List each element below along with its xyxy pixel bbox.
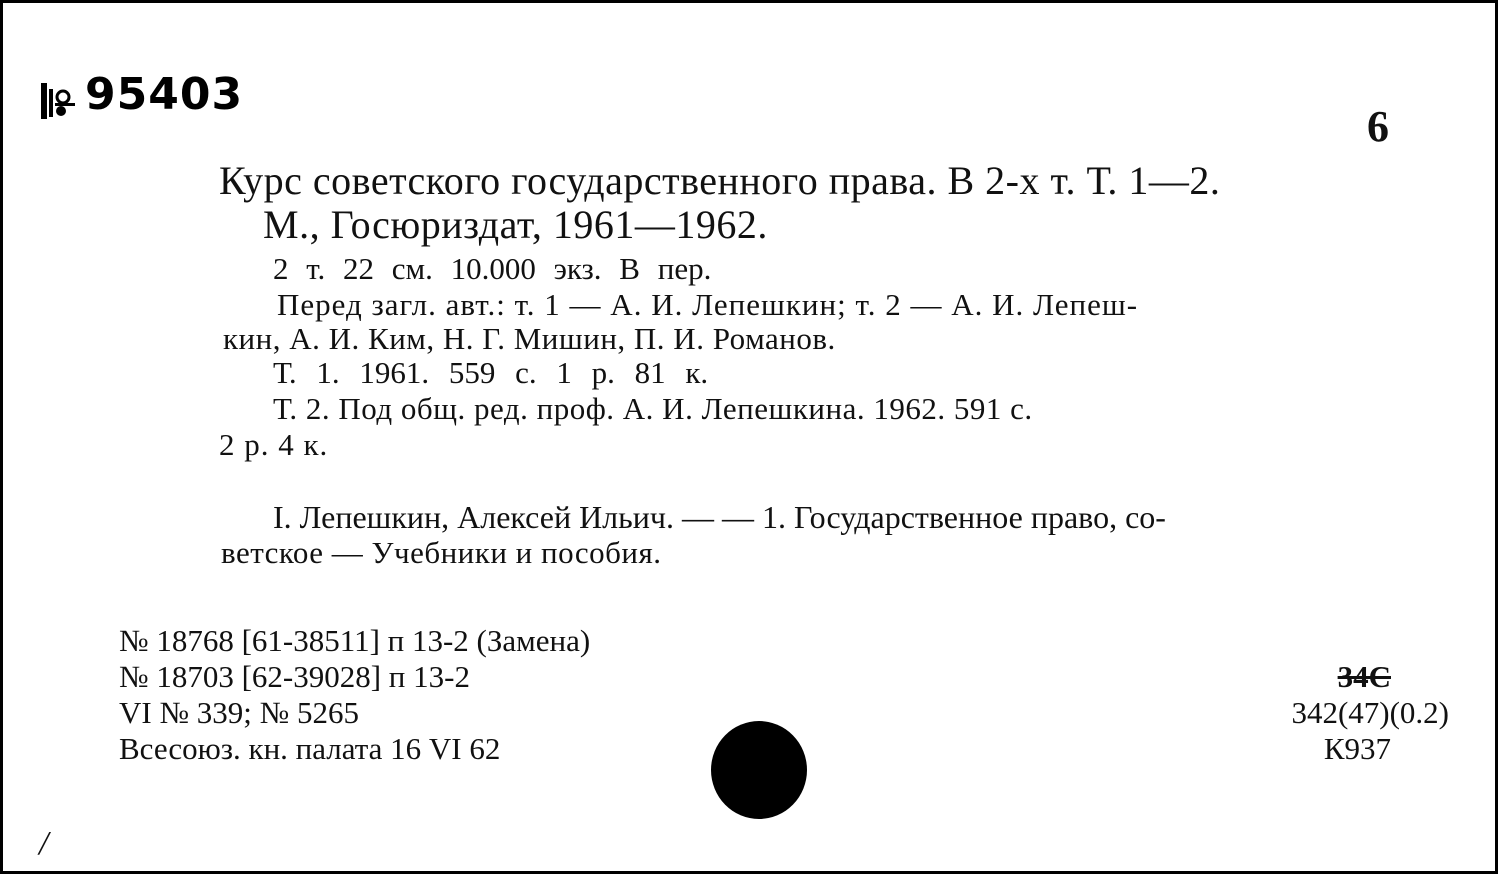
volume-1-note: Т. 1. 1961. 559 с. 1 р. 81 к. [273,355,709,390]
footer-record-1: № 18768 [61-38511] п 13-2 (Замена) [119,623,591,658]
footer-record-3: VI № 339; № 5265 [119,695,359,730]
footer-chamber-date: Всесоюз. кн. палата 16 VI 62 [119,731,501,766]
volume-2-note-line-1: Т. 2. Под общ. ред. проф. А. И. Лепешкина. 1962. 591 с. [273,391,1033,426]
authors-line-2: кин, А. И. Ким, Н. Г. Мишин, П. И. Романов. [223,321,836,356]
handwritten-number: 95403 [85,69,244,120]
authors-line-1: Перед загл. авт.: т. 1 — А. И. Лепешкин; т. 2 — А. И. Лепеш- [277,287,1139,322]
bottom-tick-mark: / [39,825,49,862]
library-stamp-icon [39,79,79,123]
title-line-1: Курс советского государственного права. В 2-х т. Т. 1—2. [219,158,1221,203]
physical-description: 2 т. 22 см. 10.000 экз. В пер. [273,251,712,286]
card-number: 6 [1367,102,1389,151]
volume-2-note-line-2: 2 р. 4 к. [219,427,329,462]
classification-code-3: К937 [1323,731,1391,766]
classification-code-1: 34С [1337,659,1391,694]
punch-hole [711,721,807,819]
classification-code-2: 342(47)(0.2) [1291,695,1449,730]
subject-headings-line-1: I. Лепешкин, Алексей Ильич. — — 1. Государственное право, со- [273,499,1166,535]
subject-headings-line-2: ветское — Учебники и пособия. [221,535,662,570]
title-line-2: М., Госюриздат, 1961—1962. [263,202,768,247]
footer-record-2: № 18703 [62-39028] п 13-2 [119,659,470,694]
